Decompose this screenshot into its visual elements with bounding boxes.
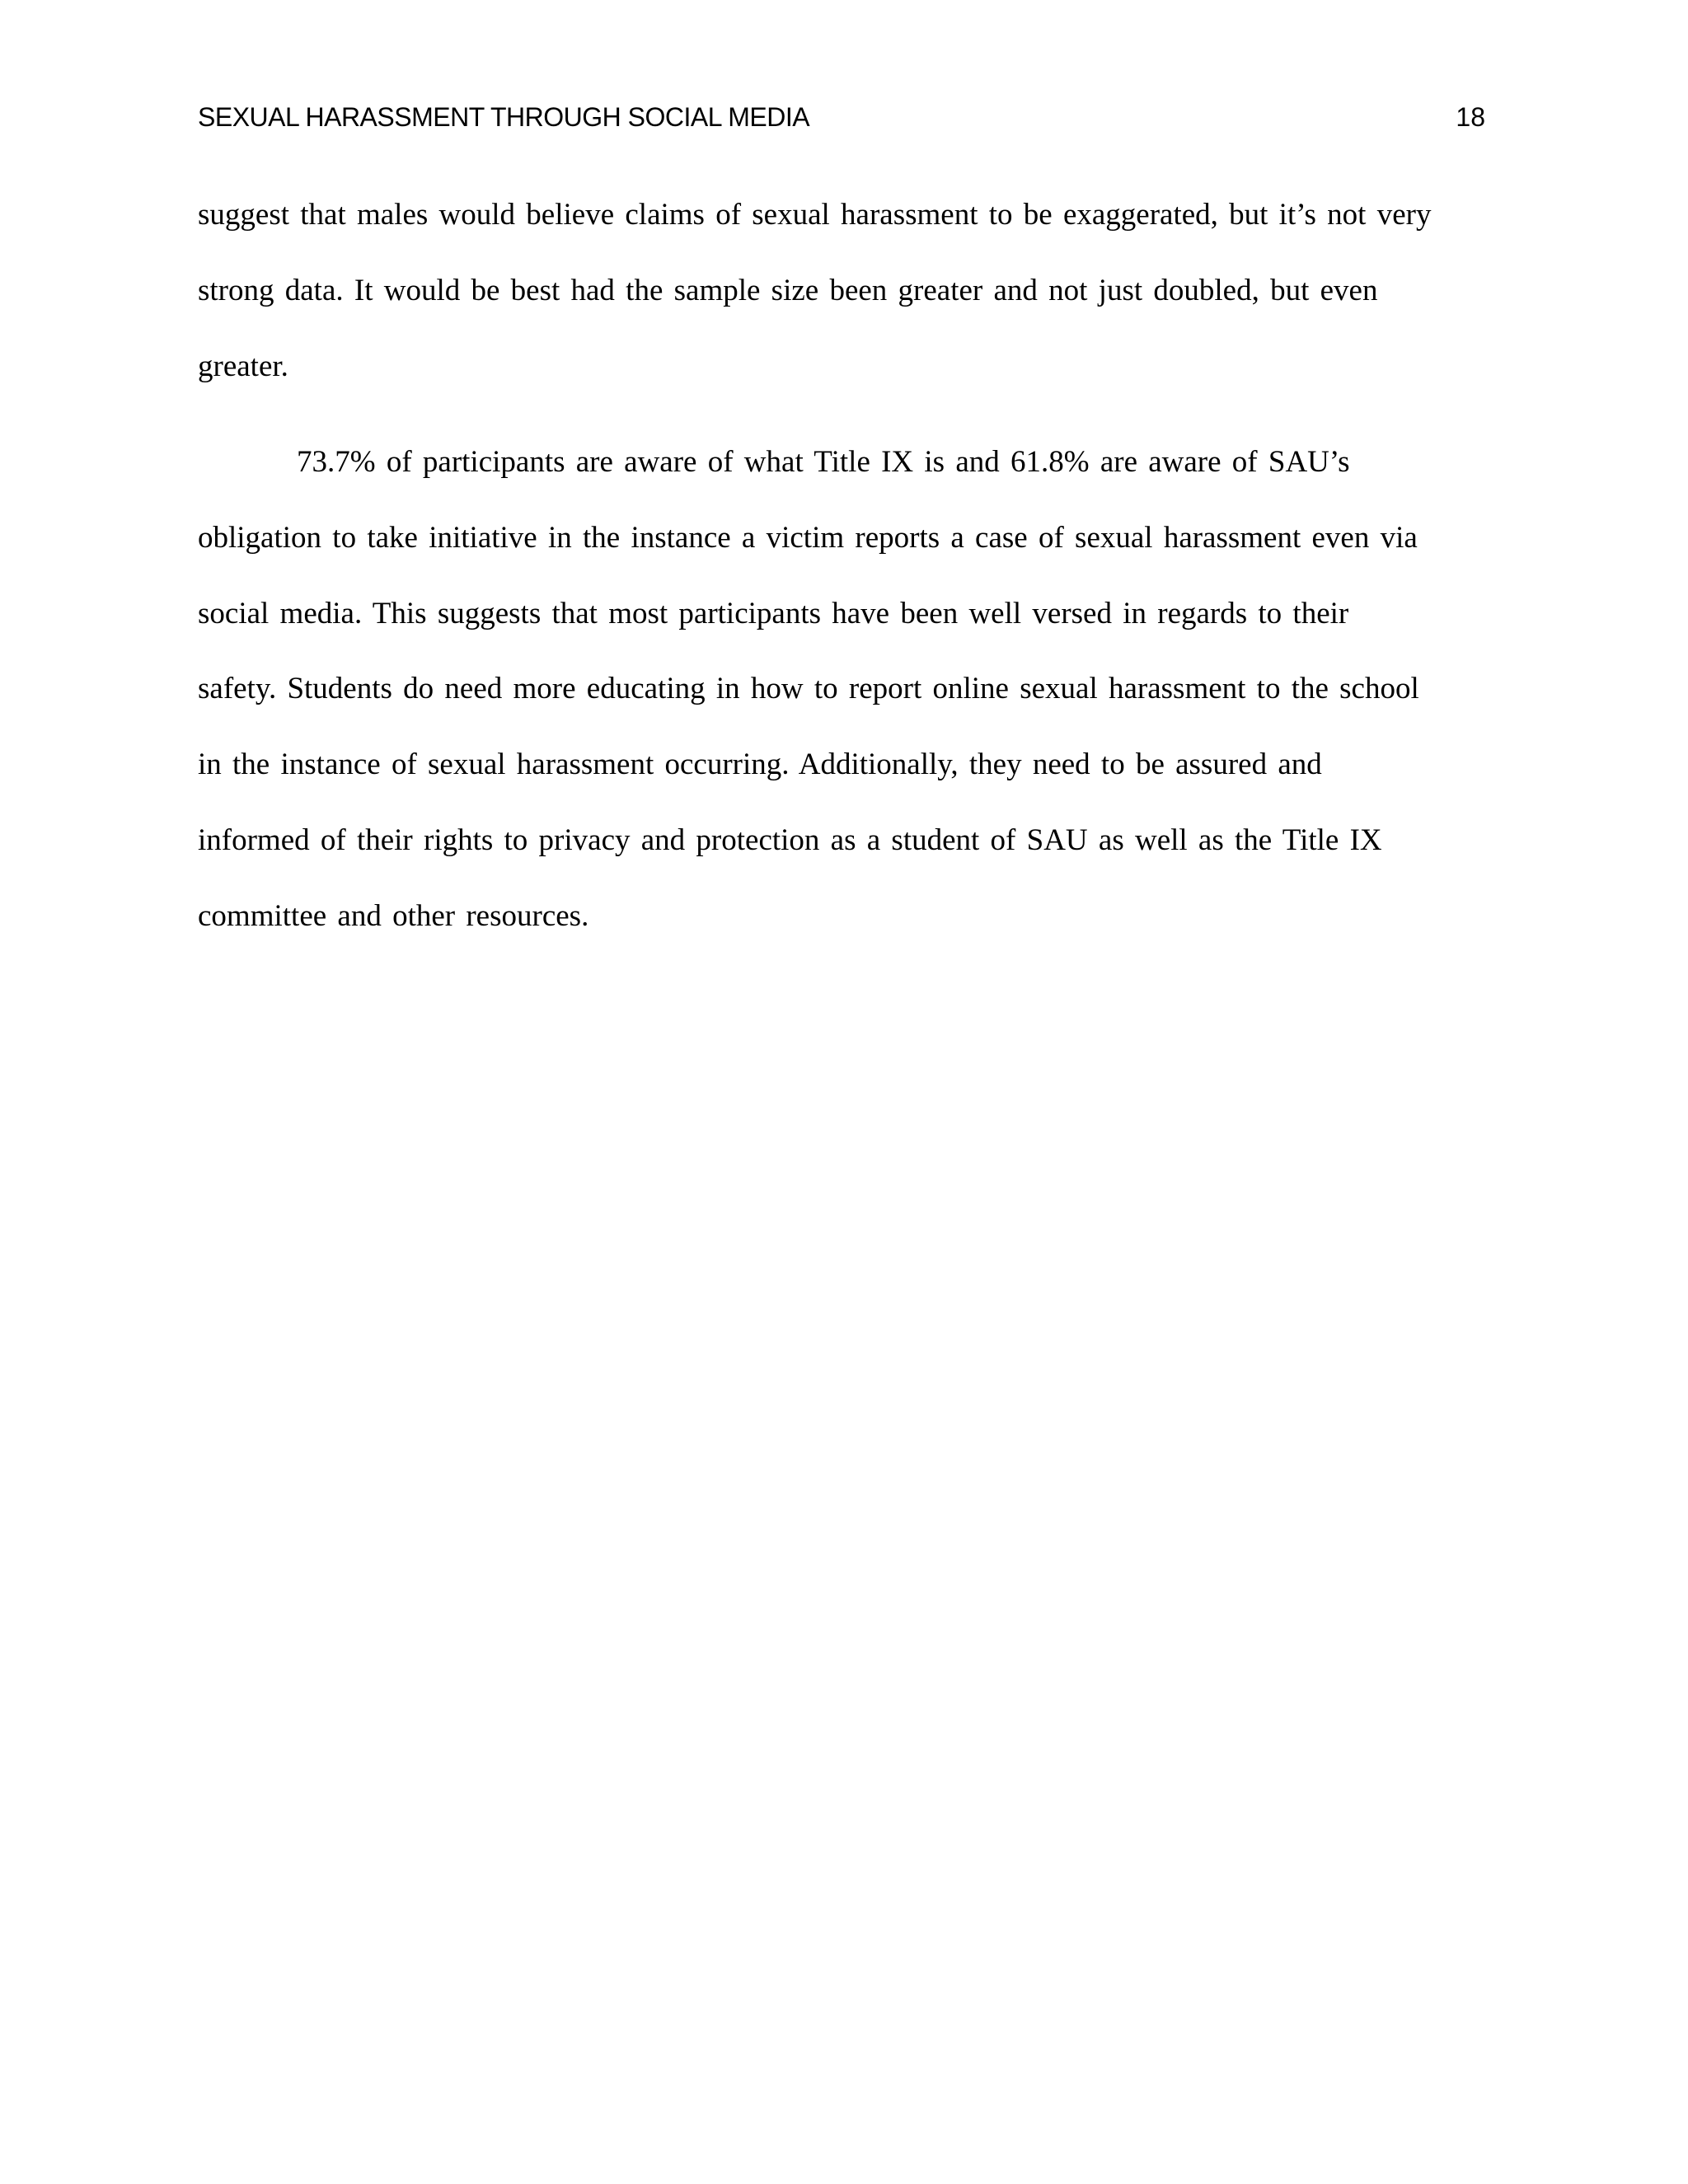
body-text-line: in the instance of sexual harassment occurring. Additionally, they need to be assured and	[198, 748, 1322, 781]
body-text-line: social media. This suggests that most participants have been well versed in regards to their	[198, 597, 1349, 630]
page-number: 18	[1456, 102, 1485, 132]
body-text-line: committee and other resources.	[198, 899, 589, 933]
running-head: SEXUAL HARASSMENT THROUGH SOCIAL MEDIA	[198, 102, 810, 132]
body-text-line: 73.7% of participants are aware of what Title IX is and 61.8% are aware of SAU’s	[297, 445, 1350, 479]
body-text-line: safety. Students do need more educating in how to report online sexual harassment to the school	[198, 672, 1419, 705]
body-text-line: greater.	[198, 349, 288, 383]
body-text-line: informed of their rights to privacy and protection as a student of SAU as well as the Title IX	[198, 823, 1382, 857]
body-text-line: strong data. It would be best had the sample size been greater and not just doubled, but even	[198, 274, 1378, 307]
body-text-line: obligation to take initiative in the instance a victim reports a case of sexual harassment even via	[198, 521, 1418, 555]
body-text-line: suggest that males would believe claims of sexual harassment to be exaggerated, but it’s not very	[198, 198, 1432, 232]
